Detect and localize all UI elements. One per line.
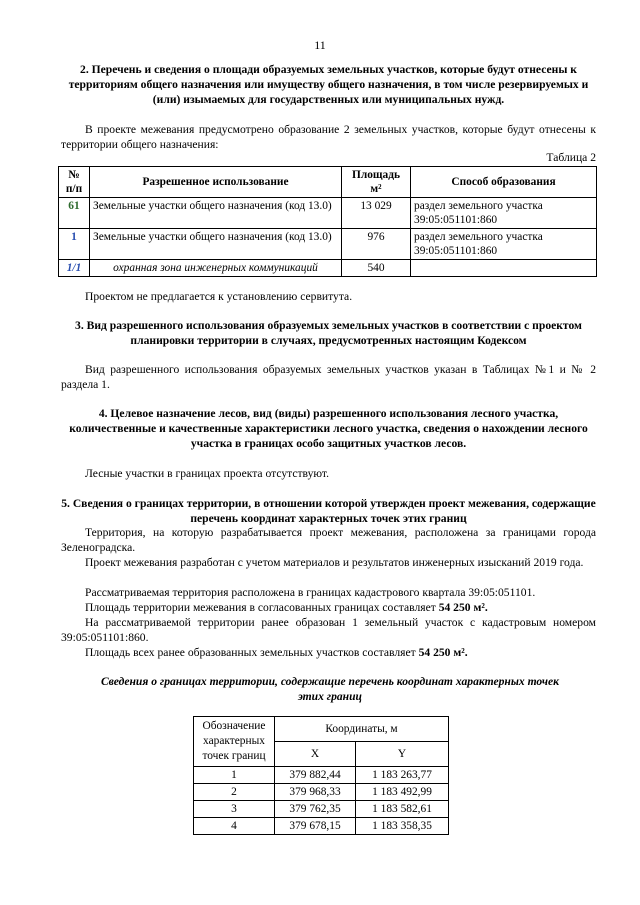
section-2-intro: В проекте межевания предусмотрено образование 2 земельных участков, которые будут отнесены к территории общего назначения: (61, 123, 596, 151)
section-5-p5: На рассматриваемой территории ранее образован 1 земельный участок с кадастровым номером 39:05:051101:860. (61, 616, 596, 644)
coordinates-table (193, 716, 449, 835)
section-4-heading: 4. Целевое назначение лесов, вид (виды) разрешенного использования лесного участка, количественные и качественные характеристики лесного участка, сведения о нахождении лесного участка в границах особо защитных участков лесов. (69, 407, 588, 450)
section-4-text: Лесные участки в границах проекта отсутствуют. (85, 467, 330, 480)
point-x: 379 678,15 (275, 818, 356, 835)
table-row (59, 260, 597, 277)
section-5-p1: Территория, на которую разрабатывается проект межевания, расположена за границами города Зеленоградска. (61, 526, 596, 554)
table-row (194, 767, 449, 784)
table-2 (58, 166, 597, 277)
col-point-label: Обозначение характерных точек границ (194, 717, 275, 767)
col-y: Y (356, 742, 449, 767)
section-5-p4-value: 54 250 м². (438, 601, 488, 614)
servitude-note: Проектом не предлагается к установлению сервитута. (85, 290, 353, 303)
col-area: Площадь м² (342, 167, 411, 198)
point-x: 379 762,35 (275, 801, 356, 818)
section-5-p2: Проект межевания разработан с учетом материалов и результатов инженерных изысканий 2019 года. (85, 556, 584, 569)
col-x: X (275, 742, 356, 767)
col-coordinates: Координаты, м (275, 717, 449, 742)
point-y: 1 183 263,77 (356, 767, 449, 784)
section-2-heading: 2. Перечень и сведения о площади образуемых земельных участков, которые будут отнесены к территориям общего назначения или имуществу общего назначения, в том числе резервируемых и (или) изымаемых для государственных или муниципальных нужд. (68, 63, 589, 106)
section-5-p4 (61, 600, 596, 615)
row-area: 13 029 (342, 198, 411, 229)
row-area: 976 (342, 229, 411, 260)
section-3-heading: 3. Вид разрешенного использования образуемых земельных участков в соответствии с проектом планировки территории в случаях, предусмотренных настоящим Кодексом (75, 319, 582, 347)
table-row (194, 818, 449, 835)
row-method: раздел земельного участка 39:05:051101:860 (411, 229, 597, 260)
point-y: 1 183 358,35 (356, 818, 449, 835)
point-id: 4 (194, 818, 275, 835)
point-y: 1 183 582,61 (356, 801, 449, 818)
section-5-p4-text: Площадь территории межевания в согласованных границах составляет (85, 601, 439, 614)
row-method: раздел земельного участка 39:05:051101:860 (411, 198, 597, 229)
col-use: Разрешенное использование (90, 167, 342, 198)
row-method (411, 260, 597, 277)
table-header-row (59, 167, 597, 198)
point-id: 1 (194, 767, 275, 784)
point-x: 379 882,44 (275, 767, 356, 784)
section-5-p6-text: Площадь всех ранее образованных земельных участков составляет (85, 646, 419, 659)
page-number: 11 (314, 38, 326, 52)
row-number: 61 (59, 198, 90, 229)
section-5-p6 (61, 645, 596, 660)
coords-header-row (194, 717, 449, 742)
point-id: 3 (194, 801, 275, 818)
table-row (59, 229, 597, 260)
section-3-text: Вид разрешенного использования образуемых земельных участков указан в Таблицах №1 и № 2 раздела 1. (61, 363, 596, 391)
point-id: 2 (194, 784, 275, 801)
row-area: 540 (342, 260, 411, 277)
point-y: 1 183 492,99 (356, 784, 449, 801)
col-method: Способ образования (411, 167, 597, 198)
table-row (194, 784, 449, 801)
table-2-caption: Таблица 2 (546, 151, 596, 164)
section-5-p3: Рассматриваемая территория расположена в границах кадастрового квартала 39:05:051101. (85, 586, 536, 599)
row-use: Земельные участки общего назначения (код 13.0) (90, 229, 342, 260)
row-number: 1 (59, 229, 90, 260)
table-row (194, 801, 449, 818)
point-x: 379 968,33 (275, 784, 356, 801)
table-row (59, 198, 597, 229)
row-number: 1/1 (59, 260, 90, 277)
row-use: Земельные участки общего назначения (код 13.0) (90, 198, 342, 229)
coords-title: Сведения о границах территории, содержащие перечень координат характерных точек этих границ (100, 675, 560, 703)
section-5-p6-value: 54 250 м². (418, 646, 468, 659)
section-5-heading: 5. Сведения о границах территории, в отношении которой утвержден проект межевания, содержащие перечень координат характерных точек этих границ (61, 497, 596, 525)
row-use: охранная зона инженерных коммуникаций (90, 260, 342, 277)
col-number: № п/п (59, 167, 90, 198)
